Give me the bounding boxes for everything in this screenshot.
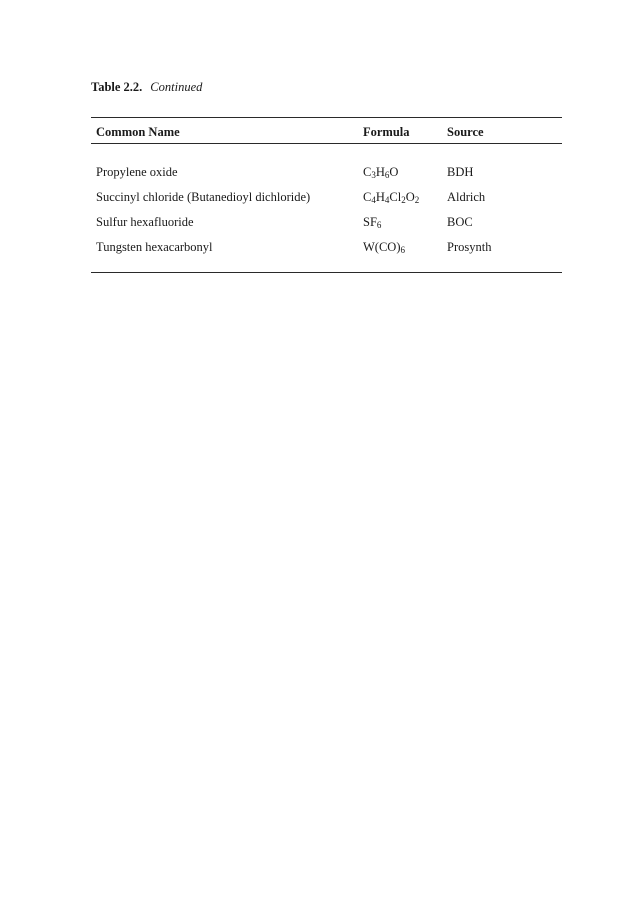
formula-subscript: 6 <box>376 220 382 230</box>
table-caption <box>91 79 202 95</box>
table-row-source: Aldrich <box>447 190 486 204</box>
formula-subscript: 2 <box>401 195 406 205</box>
table-row-name: Sulfur hexafluoride <box>96 215 194 229</box>
formula-subscript: 4 <box>384 195 390 205</box>
formula-subscript: 3 <box>371 170 376 180</box>
table-row-formula: $SF_6$ <box>363 215 382 230</box>
column-header-source: Source <box>447 125 484 139</box>
table-row-name: Succinyl chloride (Butanedioyl dichloride) <box>96 190 311 204</box>
formula-subscript: 4 <box>371 195 376 205</box>
table-row-name: Propylene oxide <box>96 165 178 179</box>
table-row-source: Prosynth <box>447 240 492 254</box>
formula-subscript: 6 <box>384 170 390 180</box>
column-header-formula: Formula <box>363 125 410 139</box>
table-bottom-rule <box>91 272 562 273</box>
table-caption-subtitle: Continued <box>150 80 203 94</box>
table-top-rule <box>91 117 562 118</box>
formula-subscript: 2 <box>414 195 420 205</box>
table-row-name: Tungsten hexacarbonyl <box>96 240 213 254</box>
formula-subscript: 6 <box>400 245 405 255</box>
table-caption-label: Table 2.2. <box>91 80 143 94</box>
table-row-source: BOC <box>447 215 473 229</box>
column-header-common-name: Common Name <box>96 125 180 139</box>
table-row-formula: $C_4H_4Cl_2O_2$ <box>363 190 420 205</box>
table-row-formula: $W(CO)_6$ <box>363 240 405 255</box>
table-header-rule <box>91 143 562 144</box>
table-row-formula: $C_3H_6O$ <box>363 165 399 180</box>
table-row-source: BDH <box>447 165 474 179</box>
